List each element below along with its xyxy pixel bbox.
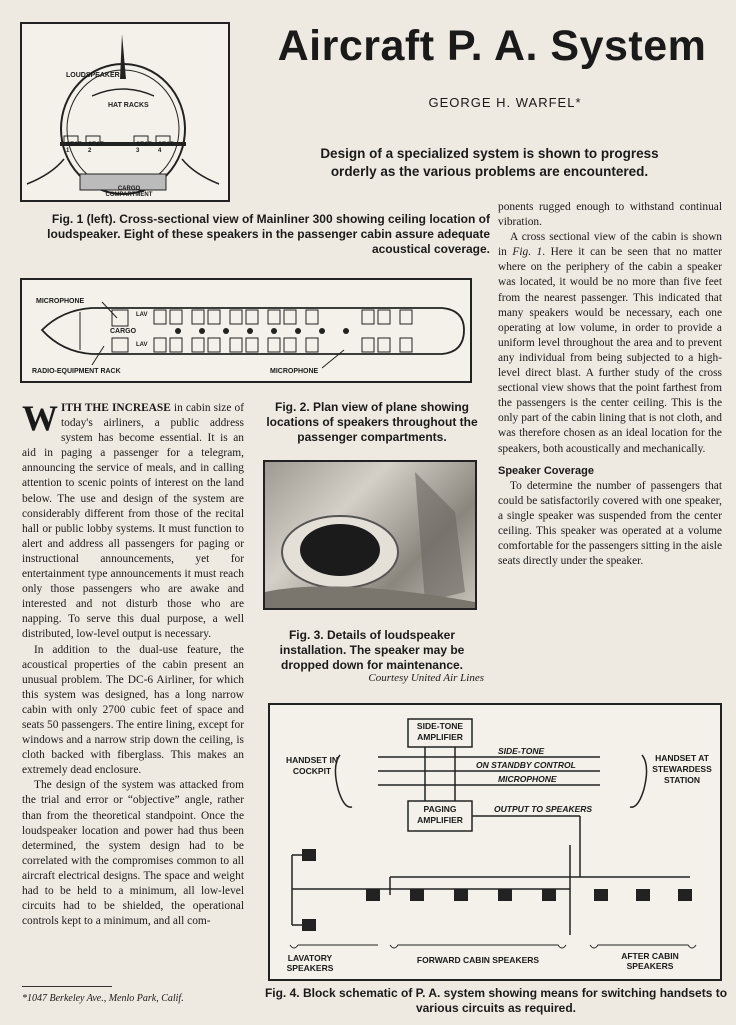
fig4-after-cabin-speakers: AFTER CABIN SPEAKERS [621, 951, 679, 971]
col1-paragraph-2: In addition to the dual-use feature, the acoustical properties of the cabin present an unusual problem. The DC-6 Airliner, for which this system was designed, has a long narrow cabin with only 2700 cubic feet of space and seats 50 passengers. The entire lining, except for windows and a narrow strip down the ceiling, is cloth backed with fiberglass. This makes an extremely dead enclosure. [22, 643, 244, 777]
col1-paragraph-1 [22, 398, 244, 643]
figure-1-cross-section [20, 22, 230, 202]
fig1-label-seat-4: SEAT 4 [158, 142, 174, 154]
column-3 [498, 200, 722, 569]
fig4-forward-cabin-speakers: FORWARD CABIN SPEAKERS [416, 955, 540, 965]
figure-3-credit: Courtesy United Air Lines [368, 672, 484, 684]
section-heading-speaker-coverage: Speaker Coverage [498, 464, 594, 477]
loudspeaker-photo-illustration [265, 462, 475, 608]
figure-2-plan-view [20, 278, 472, 383]
fig4-output-label: OUTPUT TO SPEAKERS [494, 804, 593, 814]
fig1-label-seat-1: SEAT 1 [66, 142, 82, 154]
col3-paragraph-3: To determine the number of passengers that could be satisfactorily covered with one speaker, a single speaker was suspended from the center ceiling. This speaker was operated at a volume comfortable for the passengers sitting in the aisle seats directly under the speaker. [498, 479, 722, 568]
figure-4-caption: Fig. 4. Block schematic of P. A. system showing means for switching handsets to various circuits as required. [264, 986, 728, 1015]
fig-reference: Fig. 1 [512, 246, 543, 259]
figure-3-photo [263, 460, 477, 610]
fig2-label-lav-1: LAV [136, 312, 148, 318]
fig1-label-hat-racks: HAT RACKS [108, 102, 149, 109]
cabin-cross-section-diagram [22, 24, 228, 200]
plane-plan-diagram [22, 280, 470, 381]
col1-p1-text: in cabin size of today's airliners, a public address system has become essential. It is an aid in paging a passenger for a telegram, announcing the service of meals, and in calling attention to scenic points of interest on the land below. The use and design of the system are considerably different from those of the recital hall or public lobby systems. It must function to alert and address all passengers for paging or instructional announcements, yet for entertainment type announcements it must reach only those passengers who are awake and interested and not disturb those who are napping. To serve this dual purpose, a well distributed, low-level output is necessary. [22, 402, 244, 641]
article-title: Aircraft P. A. System [277, 22, 707, 70]
fig4-handset-cockpit: HANDSET IN COCKPIT [286, 755, 338, 776]
article-deck: Design of a specialized system is shown to progress orderly as the various problems are encountered. [320, 146, 659, 179]
figure-1-caption: Fig. 1 (left). Cross-sectional view of Mainliner 300 showing ceiling location of loudspeaker. Eight of these speakers in the passenger cabin assure adequate acoustical coverage. [47, 212, 490, 256]
lead-in: ITH THE INCREASE [61, 402, 171, 414]
pa-block-schematic [270, 705, 720, 979]
fig4-line-sidetone: SIDE-TONE [498, 746, 545, 756]
footnote-divider [22, 986, 112, 987]
fig4-line-microphone: MICROPHONE [498, 774, 557, 784]
column-1 [22, 398, 244, 929]
figure-3-caption: Fig. 3. Details of loudspeaker installation. The speaker may be dropped down for maintenance. [279, 628, 465, 672]
fig2-label-microphone-bottom: MICROPHONE [270, 368, 319, 375]
figure-4-schematic [268, 703, 722, 981]
fig4-paging-amplifier: PAGING AMPLIFIER [417, 804, 463, 825]
fig1-label-seat-2: SEAT 2 [88, 142, 104, 154]
fig4-sidetone-amplifier: SIDE-TONE AMPLIFIER [416, 721, 464, 742]
fig4-handset-stewardess: HANDSET AT STEWARDESS STATION [652, 753, 712, 785]
figure-2-caption: Fig. 2. Plan view of plane showing locations of speakers throughout the passenger compartments. [266, 400, 478, 444]
col1-paragraph-3: The design of the system was attacked from the trial and error or “objective” angle, rather than from the theoretical standpoint. Once the loudspeaker location and power had thus been determined, the system design had to be correlated with the compromises common to all aircraft electrical designs. The space and weight had to be held to a minimum, all low-level circuits had to be shielded, the operational controls kept to a minimum, and all com- [22, 779, 244, 928]
author-byline: GEORGE H. WARFEL* [428, 95, 582, 110]
fig1-label-loudspeaker: LOUDSPEAKER [66, 72, 120, 79]
col3-paragraph-1: ponents rugged enough to withstand continual vibration. [498, 201, 722, 229]
fig2-label-lav-2: LAV [136, 342, 148, 348]
fig1-label-cargo: CARGO COMPARTMENT [105, 186, 153, 198]
drop-cap: W [22, 398, 58, 438]
fig2-label-microphone-top: MICROPHONE [36, 298, 85, 305]
fig4-line-standby: ON STANDBY CONTROL [476, 760, 576, 770]
col3-p2-post: . Here it can be seen that no matter where on the periphery of the cabin a speaker was located, it would be no more than five feet from the nearest passenger. This indicated that many speakers would be necessary, each one operating at low volume, in order to provide a uniform level throughout the area and to prevent any individual from being subjected to a high-level direct blast. A further study of the cross sectional view shows that the point farthest from the passengers is the center ceiling. This is the only part of the cabin lining that is not cloth, and was therefore chosen as an ideal location for the speakers, both acoustically and mechanically. [498, 246, 722, 455]
fig1-label-seat-3: SEAT 3 [136, 142, 152, 154]
col3-p2-pre: A cross sectional view of the cabin is shown in [498, 231, 722, 259]
author-footnote: *1047 Berkeley Ave., Menlo Park, Calif. [22, 993, 184, 1004]
fig2-label-radio-rack: RADIO-EQUIPMENT RACK [32, 368, 121, 375]
fig2-label-cargo: CARGO [110, 328, 137, 335]
fig4-lavatory-speakers: LAVATORY SPEAKERS [286, 953, 334, 973]
col3-paragraph-2 [498, 230, 722, 456]
